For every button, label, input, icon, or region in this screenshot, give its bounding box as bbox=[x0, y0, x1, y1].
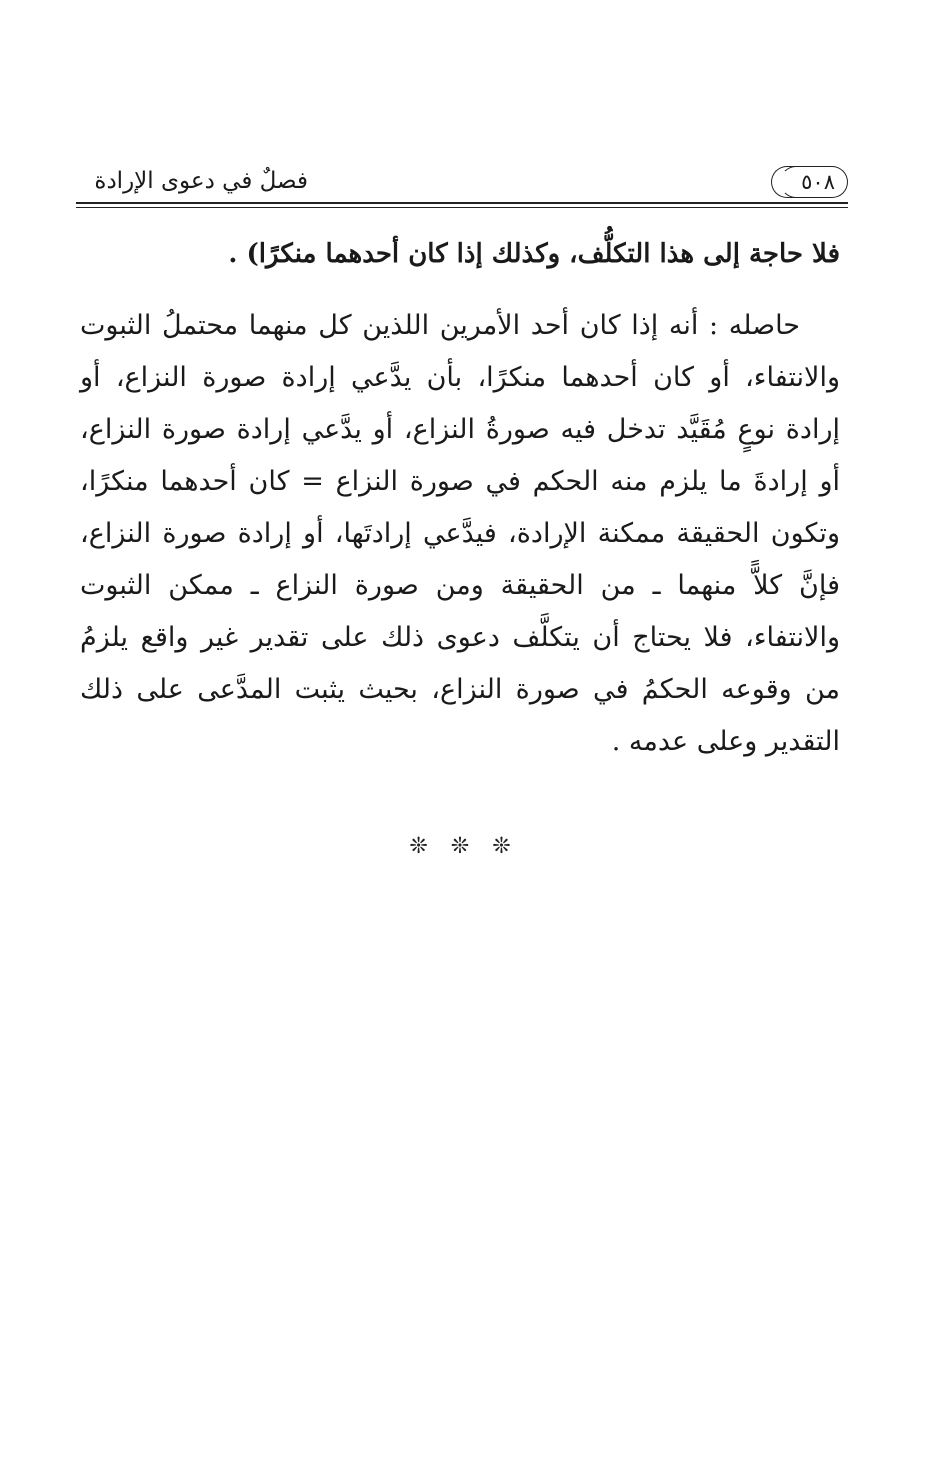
text-line: من وقوعه الحكمُ في صورة النزاع، بحيث يثبت المدَّعى على ذلك bbox=[80, 674, 840, 705]
section-separator: ❊ ❊ ❊ bbox=[409, 834, 519, 859]
text-line: التقدير وعلى عدمه . bbox=[611, 726, 840, 757]
text-line: فلا حاجة إلى هذا التكلُّف، وكذلك إذا كان أحدهما منكرًا) . bbox=[228, 239, 840, 269]
text-line: إرادة نوعٍ مُقَيَّد تدخل فيه صورةُ النزاع، أو يدَّعي إرادة صورة النزاع، bbox=[80, 414, 840, 445]
text-line: فإنَّ كلاًّ منهما ـ من الحقيقة ومن صورة النزاع ـ ممكن الثبوت bbox=[80, 570, 840, 601]
page-number: ٥٠٨ bbox=[801, 170, 835, 194]
commentary-paragraph bbox=[80, 300, 840, 768]
text-line: والانتفاء، أو كان أحدهما منكرًا، بأن يدَّعي إرادة صورة النزاع، أو bbox=[80, 362, 840, 393]
page-number-frame bbox=[780, 166, 848, 198]
header-rule-thin bbox=[76, 207, 848, 208]
header-rule bbox=[76, 202, 848, 204]
quoted-paragraph bbox=[80, 228, 840, 280]
text-line: والانتفاء، فلا يحتاج أن يتكلَّف دعوى ذلك على تقدير غير واقع يلزمُ bbox=[80, 622, 840, 653]
text-line: حاصله : أنه إذا كان أحد الأمرين اللذين كل منهما محتملُ الثبوت bbox=[80, 310, 800, 341]
running-header-title: فصلٌ في دعوى الإرادة bbox=[94, 168, 308, 194]
text-line: أو إرادةَ ما يلزم منه الحكم في صورة النزاع = كان أحدهما منكرًا، bbox=[80, 466, 840, 497]
text-line: وتكون الحقيقة ممكنة الإرادة، فيدَّعي إرادتَها، أو إرادة صورة النزاع، bbox=[80, 518, 840, 549]
running-header bbox=[76, 166, 848, 206]
